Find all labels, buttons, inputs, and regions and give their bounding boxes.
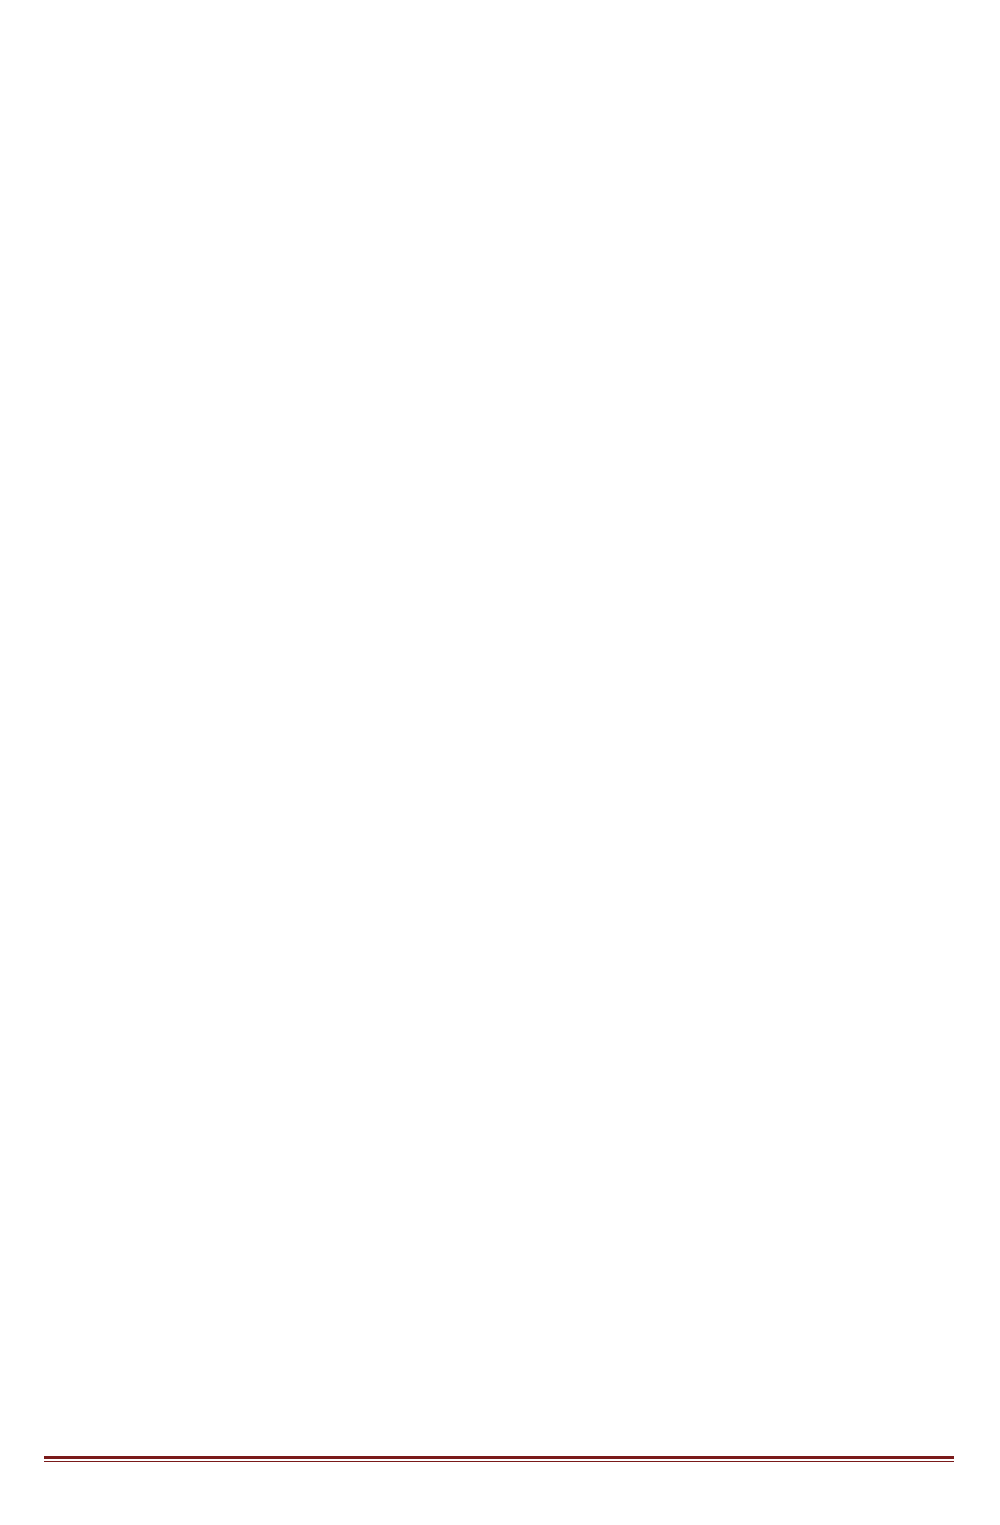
liveworksheets-logo-icon (967, 1490, 989, 1512)
footer-rule-thin (44, 1461, 954, 1462)
logo-tile (979, 1490, 989, 1500)
liveworksheets-brand[interactable] (967, 1490, 992, 1512)
logo-tile (979, 1502, 989, 1512)
logo-tile (967, 1490, 977, 1500)
logo-tile (967, 1502, 977, 1512)
footer-rule (44, 1456, 954, 1459)
